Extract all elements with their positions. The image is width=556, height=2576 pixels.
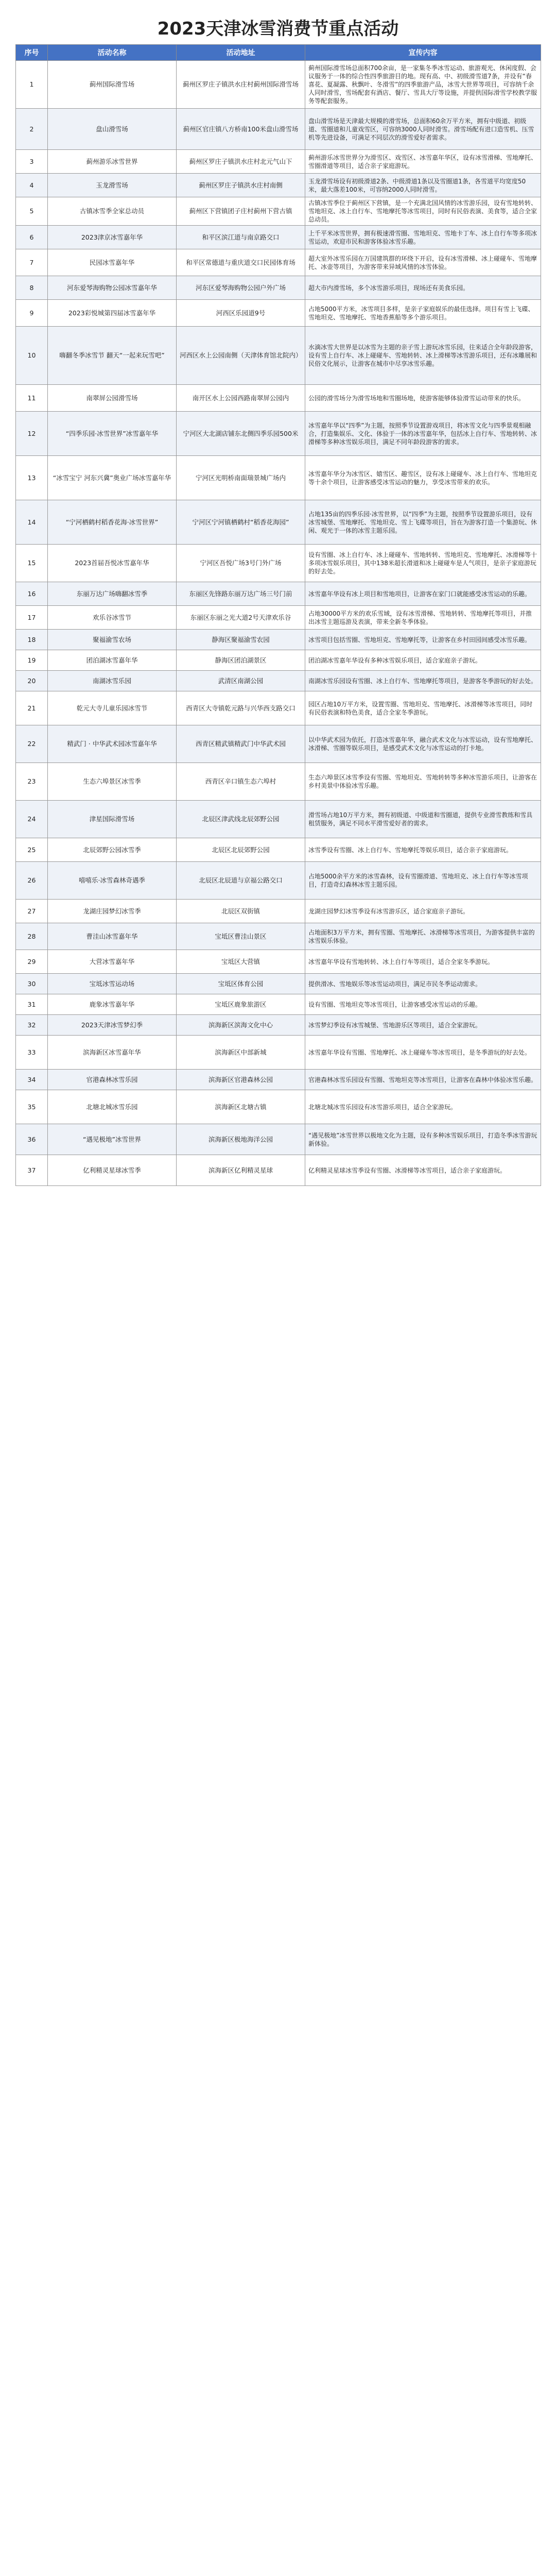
row-number: 37 (16, 1155, 48, 1186)
table-row (16, 671, 541, 691)
table-row (16, 1090, 541, 1124)
activity-name: 官港森林冰雪乐园 (48, 1070, 177, 1090)
row-number: 8 (16, 276, 48, 300)
row-number: 32 (16, 1015, 48, 1036)
activity-name: 盘山滑雪场 (48, 109, 177, 150)
row-number: 21 (16, 691, 48, 725)
activity-address: 北辰区北辰郊野公园 (177, 838, 305, 862)
header-activity-address: 活动地址 (177, 45, 305, 61)
activity-address: 和平区常德道与重庆道交口民园体育场 (177, 249, 305, 276)
table-row (16, 606, 541, 630)
page-title: 2023天津冰雪消费节重点活动 (157, 19, 399, 39)
table-row (16, 801, 541, 838)
activity-name: 亿利精灵星球冰雪季 (48, 1155, 177, 1186)
promo-content: 蓟州国际滑雪场总面积700余亩，是一家集冬季冰雪运动、旅游观光、休闲度假、会议服务于一体的综合性四季旅游目的地。现有高、中、初级滑雪道7条，并设有“春喜花、夏凝露、秋飘叶、冬滑雪”的四季旅游产品，冰雪大世界等项目，可容纳千余人同时滑雪，雪场配套有酒店、餐厅、雪具大厅等设施，并提供国际滑雪学校教学服务等配套服务。 (305, 61, 541, 109)
activity-address: 东丽区东丽之光大道2号天津欢乐谷 (177, 606, 305, 630)
table-row (16, 197, 541, 226)
table-body (16, 61, 541, 1186)
row-number: 15 (16, 545, 48, 582)
row-number: 28 (16, 923, 48, 950)
activity-address: 河东区爱琴海购物公园户外广场 (177, 276, 305, 300)
row-number: 16 (16, 582, 48, 606)
table-row (16, 385, 541, 412)
activity-address: 宁河区宁河镇栖鹤村“稻香花海园” (177, 500, 305, 545)
activity-address: 蓟州区官庄镇八方桥南100米盘山滑雪场 (177, 109, 305, 150)
table-row (16, 838, 541, 862)
activity-address: 滨海新区中部新城 (177, 1036, 305, 1070)
activity-name: 滨海新区冰雪嘉年华 (48, 1036, 177, 1070)
table-row (16, 650, 541, 671)
promo-content: 冰雪嘉年华分为冰雪区、嬉雪区、趣雪区，设有冰上碰碰车、冰上自行车、雪地坦克等十余个项目，让游客感受冰雪运动的魅力，享受冰雪带来的欢乐。 (305, 456, 541, 500)
promo-content: 北塘北城冰雪乐园设有冰雪游乐项目，适合全家游玩。 (305, 1090, 541, 1124)
promo-content: 玉龙滑雪场设有初级滑道2条、中级滑道1条以及雪圈道1条，各雪道平均宽度50米，最大落差100米，可容纳2000人同时滑雪。 (305, 174, 541, 197)
promo-content: 占地面积3万平方米，拥有雪圈、雪地摩托、冰滑梯等冰雪项目，为游客提供丰富的冰雪娱乐体验。 (305, 923, 541, 950)
activity-name: 生态六埠景区冰雪季 (48, 763, 177, 801)
row-number: 2 (16, 109, 48, 150)
row-number: 31 (16, 994, 48, 1015)
row-number: 3 (16, 150, 48, 174)
promo-content: 冰雪梦幻季设有冰雪城堡、雪地游乐区等项目，适合全家游玩。 (305, 1015, 541, 1036)
promo-content: 水滴冰雪大世界是以冰雪为主题的亲子雪上游玩冰雪乐园，往来适合全年龄段游客，设有雪上自行车、冰上碰碰车、雪地转转、冰上滑梯等冰雪游乐项目，还有冰雕展和民俗文化展示，让游客在城市中尽享冰雪乐趣。 (305, 327, 541, 385)
table-row (16, 1155, 541, 1186)
table-row (16, 1070, 541, 1090)
promo-content: 冰雪嘉年华设有冰上项目和雪地项目，让游客在家门口就能感受冰雪运动的乐趣。 (305, 582, 541, 606)
activity-address: 蓟州区下营镇团子庄村蓟州下营古镇 (177, 197, 305, 226)
row-number: 18 (16, 630, 48, 650)
activity-address: 北辰区津武线北辰郊野公园 (177, 801, 305, 838)
activity-name: 南湖冰雪乐园 (48, 671, 177, 691)
row-number: 19 (16, 650, 48, 671)
promo-content: “遇见极地”冰雪世界以极地文化为主题，设有多种冰雪娱乐项目，打造冬季冰雪游玩新体验。 (305, 1124, 541, 1155)
activity-address: 宝坻区大营镇 (177, 950, 305, 974)
activity-name: 南翠屏公园滑雪场 (48, 385, 177, 412)
table-row (16, 582, 541, 606)
table-row (16, 691, 541, 725)
activity-address: 宝坻区曹洼山景区 (177, 923, 305, 950)
activity-address: 滨海新区亿利精灵星球 (177, 1155, 305, 1186)
row-number: 9 (16, 300, 48, 327)
table-row (16, 109, 541, 150)
activity-address: 南开区水上公园西路南翠屏公园内 (177, 385, 305, 412)
promo-content: 公园的滑雪场分为滑雪场地和雪圈场地，使游客能够体验滑雪运动带来的快乐。 (305, 385, 541, 412)
table-row (16, 725, 541, 763)
promo-content: 生态六埠景区冰雪季设有雪圈、雪地坦克、雪地转转等多种冰雪游乐项目，让游客在乡村美景中体验冰雪乐趣。 (305, 763, 541, 801)
activity-address: 宁河区光明桥南面瑞景城广场内 (177, 456, 305, 500)
table-row (16, 1015, 541, 1036)
activity-name: 精武门 · 中华武术园冰雪嘉年华 (48, 725, 177, 763)
table-row (16, 545, 541, 582)
table-row (16, 61, 541, 109)
activity-address: 西青区精武镇精武门中华武术园 (177, 725, 305, 763)
row-number: 23 (16, 763, 48, 801)
row-number: 6 (16, 226, 48, 249)
activity-address: 宁河区吾悦广场3号门外广场 (177, 545, 305, 582)
activity-address: 西青区辛口镇生态六埠村 (177, 763, 305, 801)
activity-address: 滨海新区北塘古镇 (177, 1090, 305, 1124)
table-row (16, 1036, 541, 1070)
row-number: 30 (16, 974, 48, 994)
row-number: 12 (16, 412, 48, 456)
table-row (16, 327, 541, 385)
activity-address: 河西区水上公园南侧（天津体育馆北院内） (177, 327, 305, 385)
promo-content: 占地135亩的四季乐园·冰雪世界，以“四季”为主题，按照季节设置游乐项目，设有冰雪城堡、雪地摩托、雪地坦克、雪上飞碟等项目，旨在为游客打造一个集游玩、休闲、观光于一体的冰雪主题乐园。 (305, 500, 541, 545)
activity-name: 2023首届吾悦冰雪嘉年华 (48, 545, 177, 582)
activity-name: 玉龙滑雪场 (48, 174, 177, 197)
promo-content: 设有雪圈、雪地坦克等冰雪项目，让游客感受冰雪运动的乐趣。 (305, 994, 541, 1015)
row-number: 14 (16, 500, 48, 545)
activities-table (15, 44, 541, 1186)
header-number: 序号 (16, 45, 48, 61)
promo-content: 冰雪项目包括雪圈、雪地坦克、雪地摩托等，让游客在乡村田园间感受冰雪乐趣。 (305, 630, 541, 650)
activity-name: 蓟州国际滑雪场 (48, 61, 177, 109)
activity-name: 东丽万达广场嗨翻冰雪季 (48, 582, 177, 606)
activity-address: 河西区乐园道9号 (177, 300, 305, 327)
activity-name: 2023彩悦城第四届冰雪嘉年华 (48, 300, 177, 327)
promo-content: 提供滑冰、雪地娱乐等冰雪运动项目，满足市民冬季运动需求。 (305, 974, 541, 994)
row-number: 11 (16, 385, 48, 412)
activity-name: 乾元大寺儿童乐园冰雪节 (48, 691, 177, 725)
table-row (16, 950, 541, 974)
table-row (16, 923, 541, 950)
activity-name: 嘻嘻乐·冰雪森林奇遇季 (48, 862, 177, 900)
activity-address: 和平区滨江道与南京路交口 (177, 226, 305, 249)
activity-name: 北辰郊野公园冰雪季 (48, 838, 177, 862)
promo-content: 园区占地10万平方米，设置雪圈、雪地坦克、雪地摩托、冰滑梯等冰雪项目，同时有民俗表演和特色美食，适合全家冬季游玩。 (305, 691, 541, 725)
activity-name: 古镇冰雪季全家总动员 (48, 197, 177, 226)
promo-content: 蓟州游乐冰雪世界分为滑雪区、戏雪区、冰雪嘉年华区，设有冰雪滑梯、雪地摩托、雪圈滑道等项目，适合亲子家庭游玩。 (305, 150, 541, 174)
activity-name: “遇见极地”冰雪世界 (48, 1124, 177, 1155)
row-number: 25 (16, 838, 48, 862)
activity-address: 宝坻区鹿象旅游区 (177, 994, 305, 1015)
promo-content: 超大市内滑雪场，多个冰雪游乐项目，现场还有美食乐园。 (305, 276, 541, 300)
row-number: 36 (16, 1124, 48, 1155)
promo-content: 占地30000平方米的欢乐雪域，设有冰雪滑梯、雪地转转、雪地摩托等项目，并推出冰雪主题巡游及表演，带来全新冬季体验。 (305, 606, 541, 630)
promo-content: 冰雪季设有雪圈、冰上自行车、雪地摩托等娱乐项目，适合亲子家庭游玩。 (305, 838, 541, 862)
promo-content: 冰雪嘉年华设有雪地转转、冰上自行车等项目，适合全家冬季游玩。 (305, 950, 541, 974)
row-number: 33 (16, 1036, 48, 1070)
activity-name: 曹洼山冰雪嘉年华 (48, 923, 177, 950)
activity-address: 滨海新区滨海文化中心 (177, 1015, 305, 1036)
row-number: 17 (16, 606, 48, 630)
table-row (16, 862, 541, 900)
table-row (16, 150, 541, 174)
table-row (16, 1124, 541, 1155)
activity-name: “宁河栖鹤村稻香花海·冰雪世界” (48, 500, 177, 545)
promo-content: 盘山滑雪场是天津最大规模的滑雪场，总面积60余万平方米，拥有中级道、初级道、雪圈道和儿童戏雪区，可容纳3000人同时滑雪。滑雪场配有进口造雪机、压雪机等先进设备，可满足不同层次的滑雪爱好者需求。 (305, 109, 541, 150)
table-row (16, 900, 541, 923)
row-number: 29 (16, 950, 48, 974)
table-row (16, 994, 541, 1015)
activity-name: 鹿象冰雪嘉年华 (48, 994, 177, 1015)
promo-content: 滑雪场占地10万平方米，拥有初级道、中级道和雪圈道，提供专业滑雪教练和雪具租赁服务，满足不同水平滑雪爱好者的需求。 (305, 801, 541, 838)
activity-name: 嗨翻冬季冰雪节 翻天“一起来玩雪吧” (48, 327, 177, 385)
activity-name: 蓟州游乐冰雪世界 (48, 150, 177, 174)
promo-content: 超大室外冰雪乐园在万国建筑群的环绕下开启，设有冰雪滑梯、冰上碰碰车、雪地摩托、冰壶等项目，为游客带来异域风情的冰雪体验。 (305, 249, 541, 276)
row-number: 24 (16, 801, 48, 838)
row-number: 10 (16, 327, 48, 385)
activity-address: 滨海新区官港森林公园 (177, 1070, 305, 1090)
activity-name: 欢乐谷冰雪节 (48, 606, 177, 630)
row-number: 35 (16, 1090, 48, 1124)
table-row (16, 974, 541, 994)
activity-name: 大营冰雪嘉年华 (48, 950, 177, 974)
table-row (16, 174, 541, 197)
activity-address: 西青区大寺镇乾元路与兴华西支路交口 (177, 691, 305, 725)
promo-content: 占地5000平方米，冰雪项目多样，是亲子家庭娱乐的最佳选择。项目有雪上飞碟、雪地坦克、雪地摩托、雪地香蕉船等多个游乐项目。 (305, 300, 541, 327)
activity-address: 北辰区双街镇 (177, 900, 305, 923)
promo-content: 龙湖庄园梦幻冰雪季设有冰雪游乐区，适合家庭亲子游玩。 (305, 900, 541, 923)
activity-address: 东丽区先锋路东丽万达广场三号门前 (177, 582, 305, 606)
activity-name: “四季乐园·冰雪世界”冰雪嘉年华 (48, 412, 177, 456)
activity-name: 北塘北城冰雪乐园 (48, 1090, 177, 1124)
promo-content: 冰雪嘉年华以“四季”为主题，按照季节设置游戏项目，将冰雪文化与四季景观相融合，打造集娱乐、文化、体验于一体的冰雪嘉年华，包括冰上自行车、雪地转转、冰滑梯等多种冰雪娱乐项目，满足不同年龄段游客的需求。 (305, 412, 541, 456)
table-row (16, 763, 541, 801)
promo-content: 官港森林冰雪乐园设有雪圈、雪地坦克等冰雪项目，让游客在森林中体验冰雪乐趣。 (305, 1070, 541, 1090)
activity-address: 宝坻区体育公园 (177, 974, 305, 994)
activity-name: 河东爱琴海购物公园冰雪嘉年华 (48, 276, 177, 300)
activity-name: “冰雪宝宁 河东兴冀”奥业广场冰雪嘉年华 (48, 456, 177, 500)
activity-address: 武清区南湖公园 (177, 671, 305, 691)
promo-content: 冰雪嘉年华设有雪圈、雪地摩托、冰上碰碰车等冰雪项目，是冬季游玩的好去处。 (305, 1036, 541, 1070)
promo-content: 团泊湖冰雪嘉年华设有多种冰雪娱乐项目，适合家庭亲子游玩。 (305, 650, 541, 671)
activity-address: 滨海新区极地海洋公园 (177, 1124, 305, 1155)
activity-name: 宝坻冰雪运动场 (48, 974, 177, 994)
activity-name: 津星国际滑雪场 (48, 801, 177, 838)
promo-content: 亿利精灵星球冰雪季设有雪圈、冰滑梯等冰雪项目，适合亲子家庭游玩。 (305, 1155, 541, 1186)
activity-address: 静海区聚福渝雪农园 (177, 630, 305, 650)
activity-address: 蓟州区罗庄子镇洪水庄村蓟州国际滑雪场 (177, 61, 305, 109)
promo-content: 设有雪圈、冰上自行车、冰上碰碰车、雪地转转、雪地坦克、雪地摩托、冰滑梯等十多项冰雪娱乐项目，其中138米超长滑道和冰上碰碰车是人气项目，是亲子家庭游玩的好去处。 (305, 545, 541, 582)
promo-content: 南湖冰雪乐园设有雪圈、冰上自行车、雪地摩托等项目，是游客冬季游玩的好去处。 (305, 671, 541, 691)
table-row (16, 276, 541, 300)
header-activity-name: 活动名称 (48, 45, 177, 61)
row-number: 1 (16, 61, 48, 109)
row-number: 5 (16, 197, 48, 226)
promo-content: 上千平米冰雪世界，拥有极速滑雪圈、雪地坦克、雪地卡丁车、冰上自行车等多项冰雪运动，欢迎市民和游客体验冰雪乐趣。 (305, 226, 541, 249)
promo-content: 古镇冰雪季位于蓟州区下营镇，是一个充满北国风情的冰雪游乐园，设有雪地转转、雪地坦克、冰上自行车、雪地摩托等冰雪项目，同时有民俗表演、美食等，适合全家总动员。 (305, 197, 541, 226)
promo-content: 占地5000余平方米的冰雪森林，设有雪圈滑道、雪地坦克、冰上自行车等冰雪项目，打造奇幻森林冰雪主题乐园。 (305, 862, 541, 900)
row-number: 22 (16, 725, 48, 763)
activity-name: 2023津京冰雪嘉年华 (48, 226, 177, 249)
activity-address: 北辰区北辰道与京福公路交口 (177, 862, 305, 900)
activity-name: 聚福渝雪农场 (48, 630, 177, 650)
row-number: 34 (16, 1070, 48, 1090)
activity-name: 2023天津冰雪梦幻季 (48, 1015, 177, 1036)
activity-name: 团泊湖冰雪嘉年华 (48, 650, 177, 671)
activity-name: 龙湖庄园梦幻冰雪季 (48, 900, 177, 923)
row-number: 4 (16, 174, 48, 197)
row-number: 26 (16, 862, 48, 900)
activity-name: 民园冰雪嘉年华 (48, 249, 177, 276)
header-promo-content: 宣传内容 (305, 45, 541, 61)
header-row (16, 45, 541, 61)
table-row (16, 456, 541, 500)
table-row (16, 500, 541, 545)
table-row (16, 249, 541, 276)
row-number: 20 (16, 671, 48, 691)
activity-address: 宁河区大北湖店铺东北侧四季乐园500米 (177, 412, 305, 456)
row-number: 7 (16, 249, 48, 276)
promo-content: 以中华武术园为依托，打造冰雪嘉年华，融合武术文化与冰雪运动，设有雪地摩托、冰滑梯、雪圈等娱乐项目，是感受武术文化与冰雪运动的打卡地。 (305, 725, 541, 763)
table-row (16, 412, 541, 456)
table-header (16, 45, 541, 61)
activity-address: 蓟州区罗庄子镇洪水庄村北元气山下 (177, 150, 305, 174)
table-row (16, 630, 541, 650)
activity-address: 静海区团泊湖景区 (177, 650, 305, 671)
row-number: 27 (16, 900, 48, 923)
row-number: 13 (16, 456, 48, 500)
table-row (16, 226, 541, 249)
activity-address: 蓟州区罗庄子镇洪水庄村南侧 (177, 174, 305, 197)
table-row (16, 300, 541, 327)
